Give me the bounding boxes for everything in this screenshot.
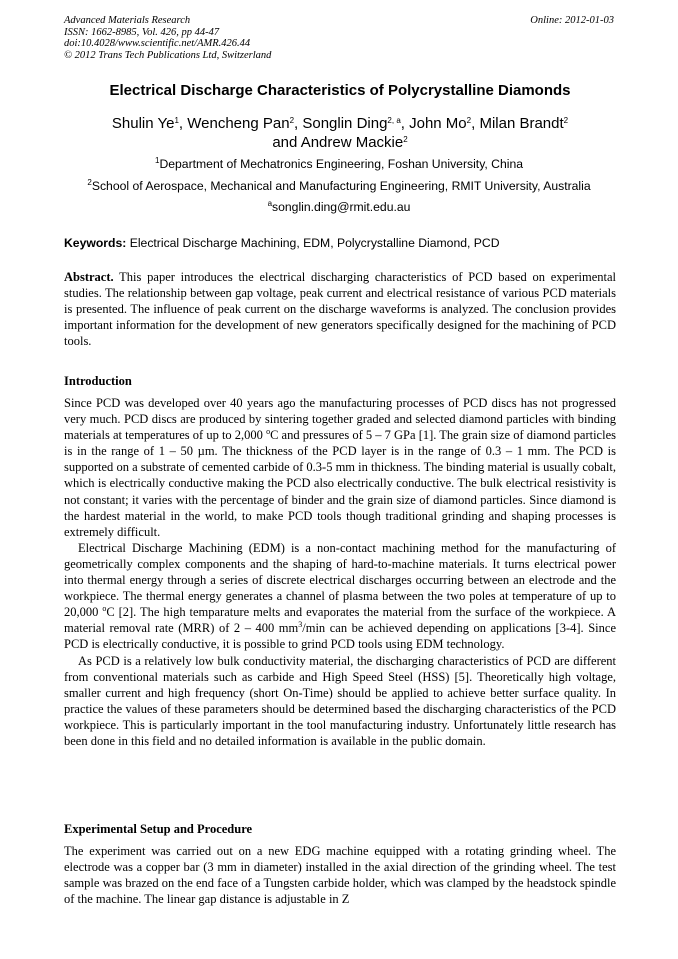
email-mark: a bbox=[267, 199, 273, 208]
experimental-body bbox=[64, 843, 616, 907]
paper-title: Electrical Discharge Characteristics of Polycrystalline Diamonds bbox=[109, 82, 571, 99]
affiliation-mark: 2 bbox=[87, 178, 92, 187]
author-name: Andrew Mackie bbox=[300, 134, 404, 151]
affiliation-1 bbox=[40, 157, 638, 171]
cubic-mark: 3 bbox=[298, 620, 303, 630]
corresponding-email bbox=[40, 200, 638, 214]
paragraph: Electrical Discharge Machining (EDM) is a non-contact machining method for the manufacturing of geometrically complex components and the shaping of hard-to-machine materials. It turns electrical power into thermal energy through a series of discrete electrical discharges occurring between an electrode and the workpiece. The thermal energy generates a channel of plasma between the two poles at temperature of up to 20,000 $^o$C [2]. The high temparature melts and evaporates the material from the surface of the workpiece. A material removal rate (MRR) of 2 – 400 $mm^3/\min$ can be achieved depending on applications [3-4]. Since PCD is electrically conductive, it is possible to grind PCD tools using EDM technology. bbox=[64, 540, 616, 652]
author-name: Songlin Ding bbox=[302, 115, 388, 132]
copyright-line: © 2012 Trans Tech Publications Ltd, Switzerland bbox=[64, 49, 272, 61]
keywords-text: Electrical Discharge Machining, EDM, Polycrystalline Diamond, PCD bbox=[129, 236, 500, 250]
degree-mark: o bbox=[102, 604, 107, 614]
keywords-label: Keywords: bbox=[64, 236, 127, 250]
doi-line: doi:10.4028/www.scientific.net/AMR.426.44 bbox=[64, 38, 251, 49]
affiliation-text: School of Aerospace, Mechanical and Manufacturing Engineering, RMIT University, Australia bbox=[91, 179, 591, 193]
author-name: Milan Brandt bbox=[479, 115, 564, 132]
issn-line: ISSN: 1662-8985, Vol. 426, pp 44-47 bbox=[64, 26, 220, 38]
keywords bbox=[64, 236, 616, 250]
email-address: songlin.ding@rmit.edu.au bbox=[272, 200, 411, 214]
author-conjunction: and bbox=[272, 134, 298, 151]
paragraph: As PCD is a relatively low bulk conductivity material, the discharging characteristics of PCD are different from conventional materials such as carbide and High Speed Steel (HSS) [5]. Theoretically high voltage, smaller current and high frequency (short On-Time) should be applied to achieve better surface quality. In practice the values of these parameters should be determined based the discharging characteristics of the PCD workpiece. This is particularly important in the tool manufacturing industry. Unfortunately little research has been done in this field and no detailed information is available in the public domain. bbox=[64, 653, 616, 748]
paragraph: The experiment was carried out on a new EDG machine equipped with a rotating grinding wheel. The electrode was a copper bar (3 mm in diameter) installed in the axial direction of the grinding wheel. The test sample was brazed on the end face of a Tungsten carbide holder, which was clamped by the headstock spindle of the machine. The linear gap distance is adjustable in Z bbox=[64, 844, 616, 907]
affiliation-text: Department of Mechatronics Engineering, Foshan University, China bbox=[159, 157, 523, 171]
journal-header bbox=[64, 15, 616, 61]
degree-mark: o bbox=[266, 427, 271, 437]
affiliation-mark: 1 bbox=[155, 156, 160, 165]
journal-name: Advanced Materials Research bbox=[64, 15, 191, 26]
abstract-text: This paper introduces the electrical discharging characteristics of PCD based on experimental studies. The relationship between gap voltage, peak current and electrical resistance of various PCD materials is presented. The influence of peak current on the discharge waveforms is analyzed. The conclusion provides important information for the development of new generators specifically designed for the machining of PCD tools. bbox=[64, 270, 616, 349]
section-heading-introduction: Introduction bbox=[64, 374, 132, 388]
author-affiliation-mark: 1 bbox=[174, 116, 179, 125]
author-affiliation-mark: 2 bbox=[289, 116, 295, 125]
author-affiliation-mark: 2, a bbox=[387, 116, 401, 125]
online-date: Online: 2012-01-03 bbox=[530, 15, 614, 26]
section-heading-experimental: Experimental Setup and Procedure bbox=[64, 822, 253, 836]
author-affiliation-mark: 2 bbox=[466, 116, 472, 125]
paragraph: Since PCD was developed over 40 years ago the manufacturing processes of PCD discs has not progressed very much. PCD discs are produced by sintering together graded and selected diamond particles with binding materials at temperatures of up to 2,000 $^o$C and pressures of 5 – 7 GPa [1]. The grain size of diamond particles is in the range of 1 – 50 µm. The thickness of the PCD layer is in the range of 0.3 – 1 mm. The PCD is supported on a substrate of cemented carbide of 0.3-5 mm in thickness. The binding material is usually cobalt, which is electrically conductive making the PCD also electrically conductive. The bulk electrical resistivity is not constant; it varies with the percentage of binder and the grain size of diamond particles. Since diamond is the hardest material in the world, to make PCD tools though traditional grinding and shaping processes is extremely difficult. bbox=[64, 396, 616, 539]
author-list: Shulin Ye$^1$, Wencheng Pan$^2$, Songlin Ding$^{2, a}$, John Mo$^2$, Milan Brandt$^2$ and Andrew Mackie$^2$ bbox=[111, 115, 569, 151]
author-name: John Mo bbox=[409, 115, 467, 132]
author-affiliation-mark: 2 bbox=[403, 135, 408, 144]
abstract-label: Abstract. bbox=[64, 270, 114, 284]
introduction-body bbox=[64, 395, 616, 749]
author-name: Shulin Ye bbox=[111, 115, 175, 132]
affiliation-2 bbox=[40, 179, 638, 193]
abstract bbox=[64, 269, 616, 349]
author-affiliation-mark: 2 bbox=[563, 116, 569, 125]
author-name: Wencheng Pan bbox=[187, 115, 290, 132]
